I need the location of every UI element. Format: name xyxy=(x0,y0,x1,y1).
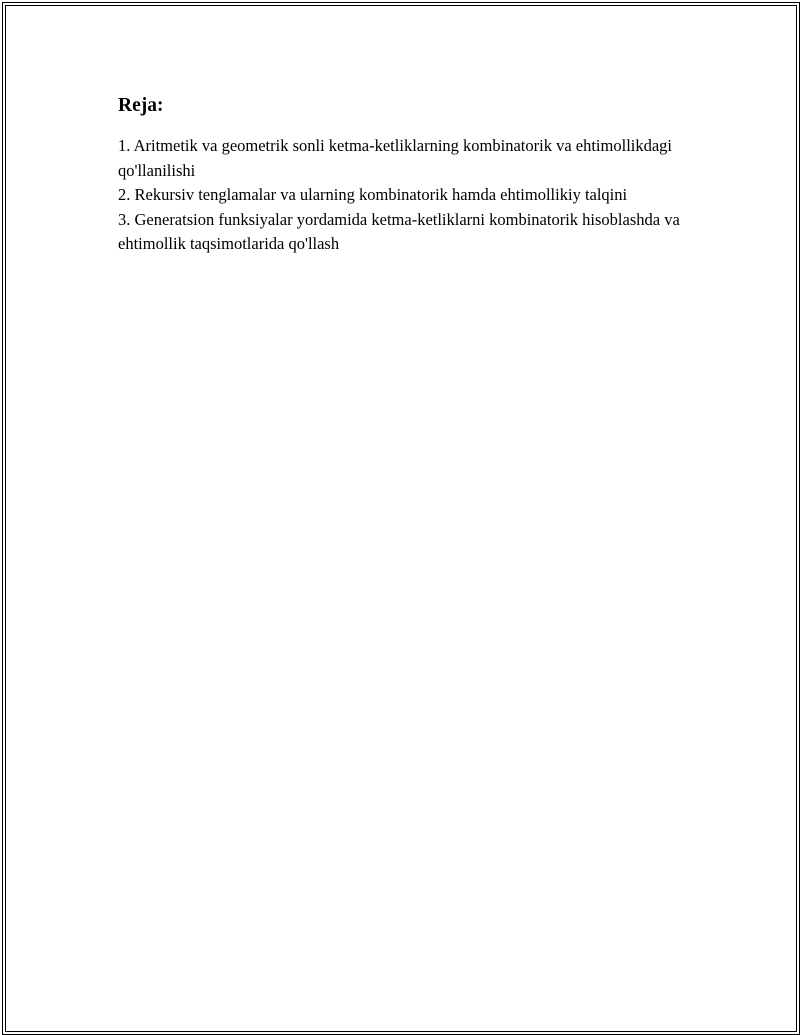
plan-list xyxy=(118,134,698,257)
plan-heading: Reja: xyxy=(118,95,164,116)
document-body xyxy=(118,94,698,257)
plan-item-3: 3. Generatsion funksiyalar yordamida ketma-ketliklarni kombinatorik hisoblashda va ehtimollik taqsimotlarida qo'llash xyxy=(118,209,680,253)
plan-item-2: 2. Rekursiv tenglamalar va ularning kombinatorik hamda ehtimollikiy talqini xyxy=(118,185,628,204)
plan-item-1: 1. Aritmetik va geometrik sonli ketma-ketliklarning kombinatorik va ehtimollikdagi qo'llanilishi xyxy=(118,136,673,180)
